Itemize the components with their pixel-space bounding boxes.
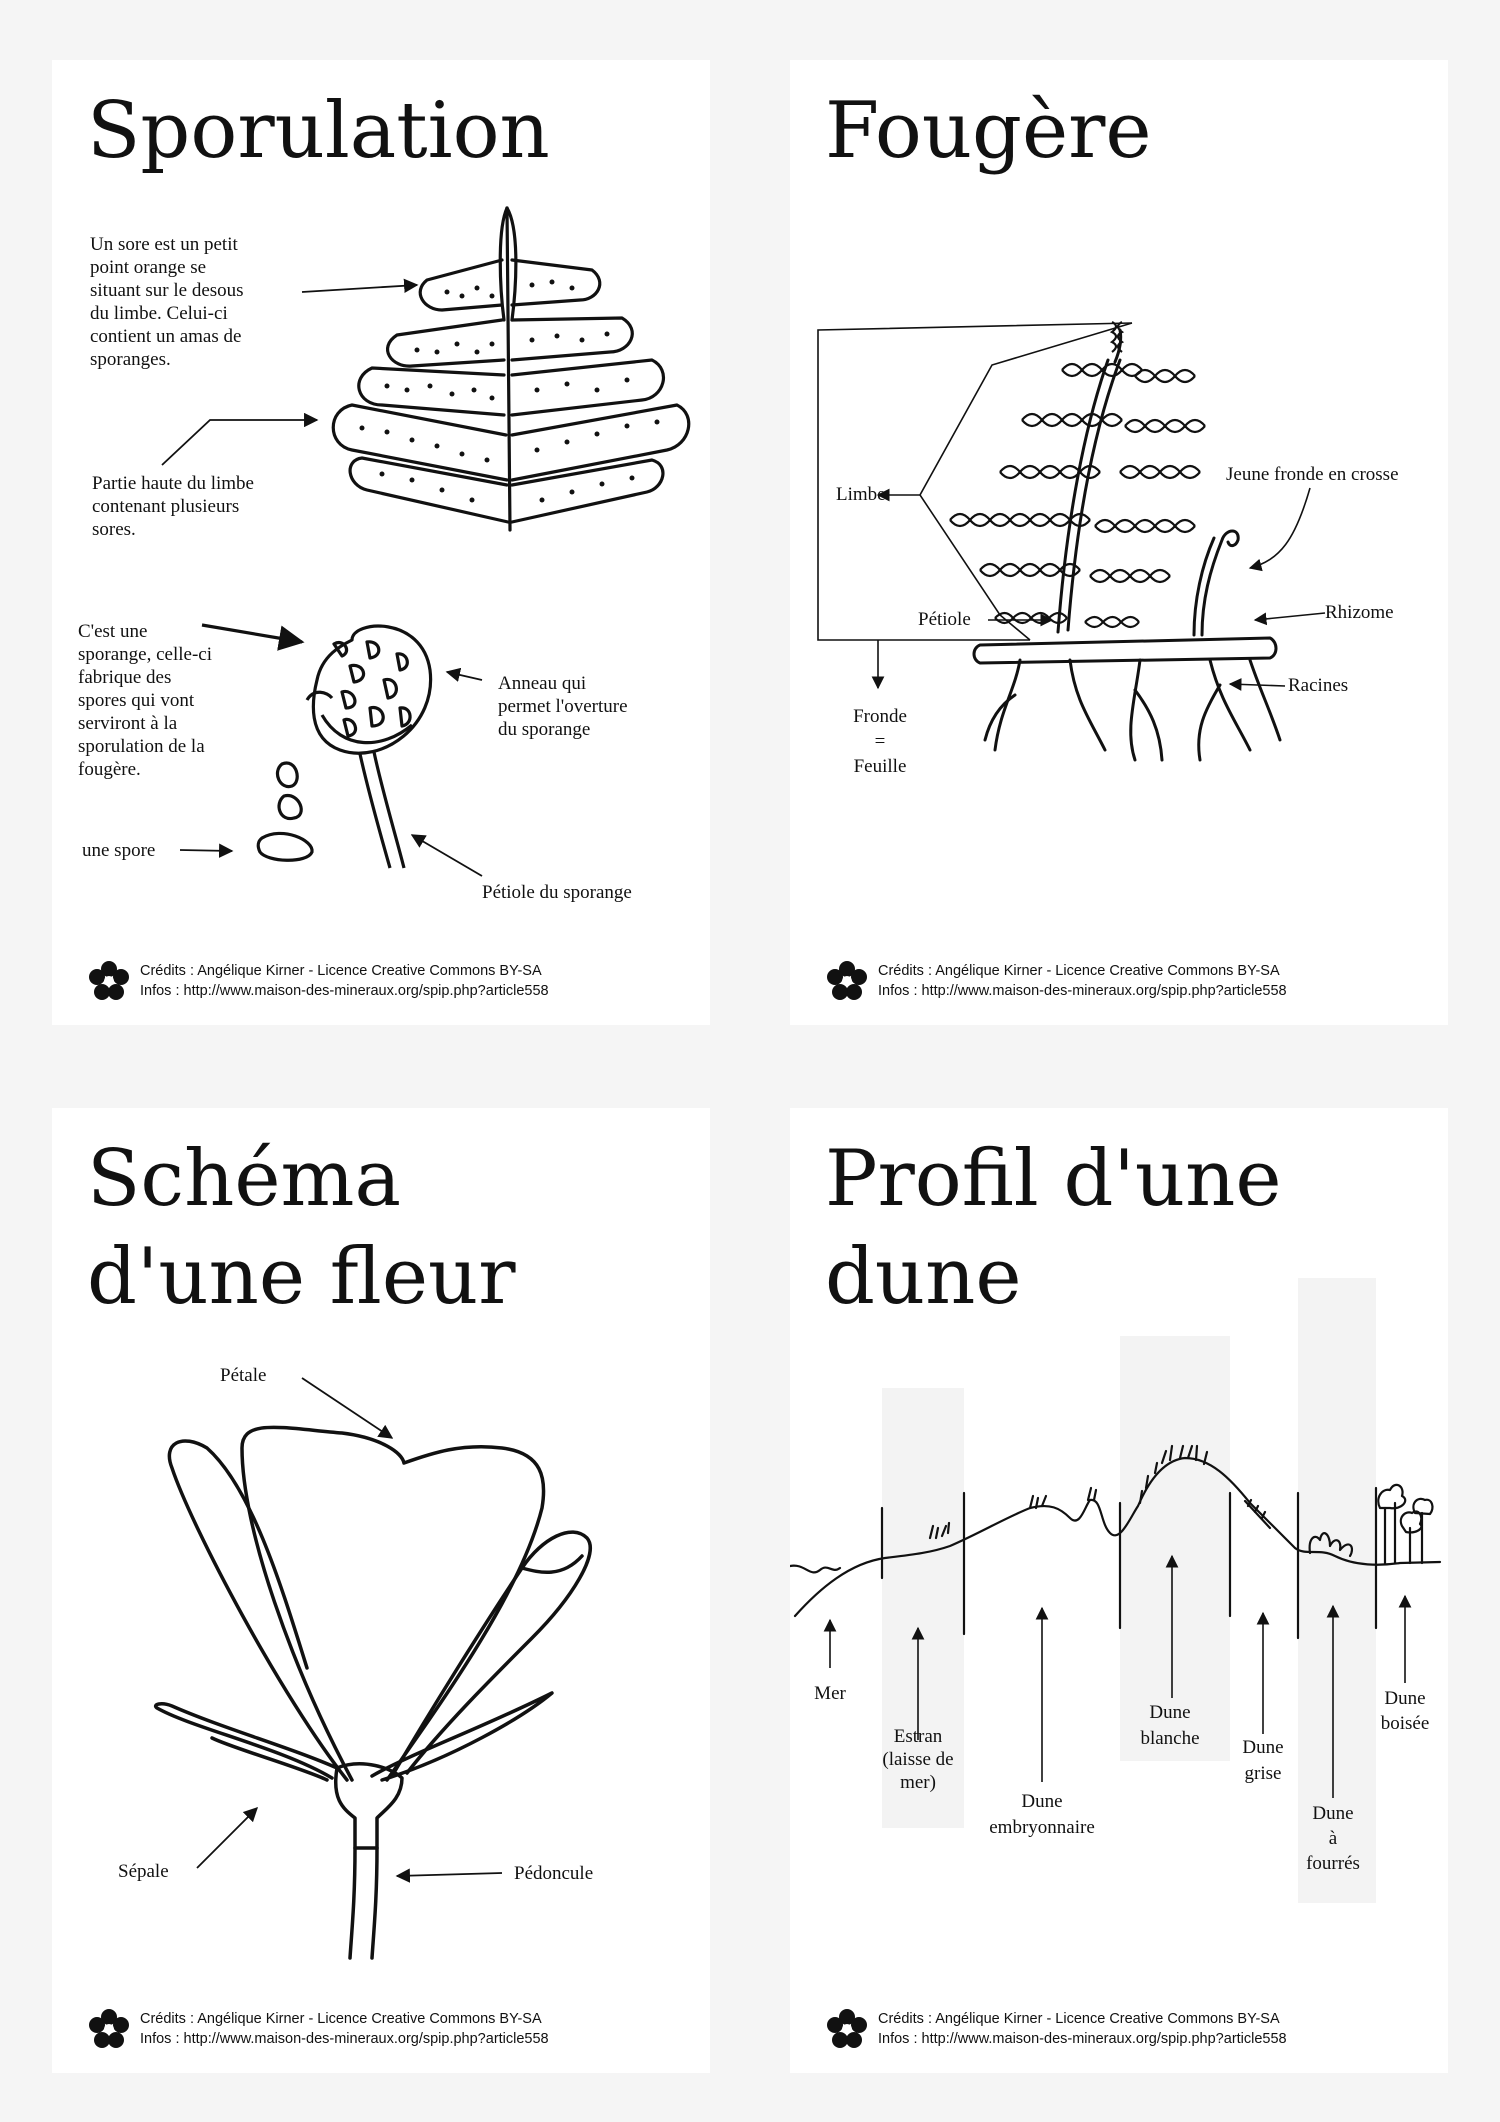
card-dune (790, 1108, 1448, 2073)
card-sporulation (52, 60, 710, 1025)
label-jeune-fronde: Jeune fronde en crosse (1226, 464, 1399, 485)
credits-line2: Infos : http://www.maison-des-mineraux.org/spip.php?article558 (878, 2031, 1287, 2047)
credits (88, 960, 549, 1002)
title-line2: dune (825, 1232, 1022, 1322)
label-grise: Dune grise (1242, 1737, 1284, 1784)
spore-1 (277, 763, 297, 787)
credits (826, 960, 1287, 1002)
pedoncule (350, 1848, 355, 1958)
credits-line1: Crédits : Angélique Kirner - Licence Creative Commons BY-SA (140, 2011, 542, 2027)
flower-logo-icon (88, 960, 130, 1002)
sporangium-head (313, 626, 430, 753)
spore-3 (258, 833, 312, 860)
title-line1: Schéma (87, 1134, 401, 1224)
label-anneau: Anneau qui permet l'overture du sporange (498, 673, 628, 740)
frond-midrib (507, 208, 510, 530)
title-line2: d'une fleur (87, 1232, 516, 1322)
credits-line2: Infos : http://www.maison-des-mineraux.org/spip.php?article558 (878, 983, 1287, 999)
label-estran: Estran (laisse de mer) (882, 1726, 954, 1793)
label-embryonnaire: Dune embryonnaire (989, 1791, 1095, 1838)
spore-2 (279, 796, 301, 819)
credits (826, 2008, 1287, 2050)
credits-line2: Infos : http://www.maison-des-mineraux.org/spip.php?article558 (140, 2031, 549, 2047)
label-pedoncule: Pédoncule (514, 1863, 594, 1884)
label-partie-haute: Partie haute du limbe contenant plusieurs sores. (92, 473, 254, 540)
card-title: Sporulation (87, 86, 550, 176)
label-petiole: Pétiole (918, 609, 971, 630)
label-blanche: Dune blanche (1140, 1702, 1200, 1749)
card-title (87, 1130, 516, 1326)
label-sepale: Sépale (118, 1861, 169, 1882)
label-limbe: Limbe (836, 484, 886, 505)
label-racines: Racines (1288, 675, 1349, 696)
flower-logo-icon (826, 2008, 868, 2050)
band-blanche (1120, 1336, 1230, 1761)
card-fougere (790, 60, 1448, 1025)
label-fronde: Fronde = Feuille (853, 706, 907, 777)
card-title (825, 1130, 1282, 1326)
flower-logo-icon (826, 960, 868, 1002)
card-title: Fougère (825, 86, 1152, 176)
label-mer: Mer (814, 1683, 846, 1704)
label-petale: Pétale (220, 1365, 267, 1386)
credits-line1: Crédits : Angélique Kirner - Licence Creative Commons BY-SA (878, 963, 1280, 979)
credits-line2: Infos : http://www.maison-des-mineraux.org/spip.php?article558 (140, 983, 549, 999)
credits (88, 2008, 549, 2050)
card-fleur (52, 1108, 710, 2073)
fougere-diagram (790, 60, 1448, 1025)
flower-logo-icon (88, 2008, 130, 2050)
label-fourres: Dune à fourrés (1306, 1803, 1360, 1874)
credits-line1: Crédits : Angélique Kirner - Licence Creative Commons BY-SA (140, 963, 542, 979)
sepale (156, 1704, 337, 1778)
label-sore: Un sore est un petit point orange se situant sur le desous du limbe. Celui-ci contient un amas de sporanges. (90, 234, 244, 370)
label-spore: une spore (82, 840, 156, 861)
label-sporange: C'est une sporange, celle-ci fabrique des spores qui vont serviront à la sporulation de la fougère. (78, 621, 212, 780)
credits-line1: Crédits : Angélique Kirner - Licence Creative Commons BY-SA (878, 2011, 1280, 2027)
title-line1: Profil d'une (825, 1134, 1282, 1224)
label-petiole-sporange: Pétiole du sporange (482, 882, 632, 903)
label-rhizome: Rhizome (1325, 602, 1394, 623)
label-boisee: Dune boisée (1380, 1688, 1430, 1734)
